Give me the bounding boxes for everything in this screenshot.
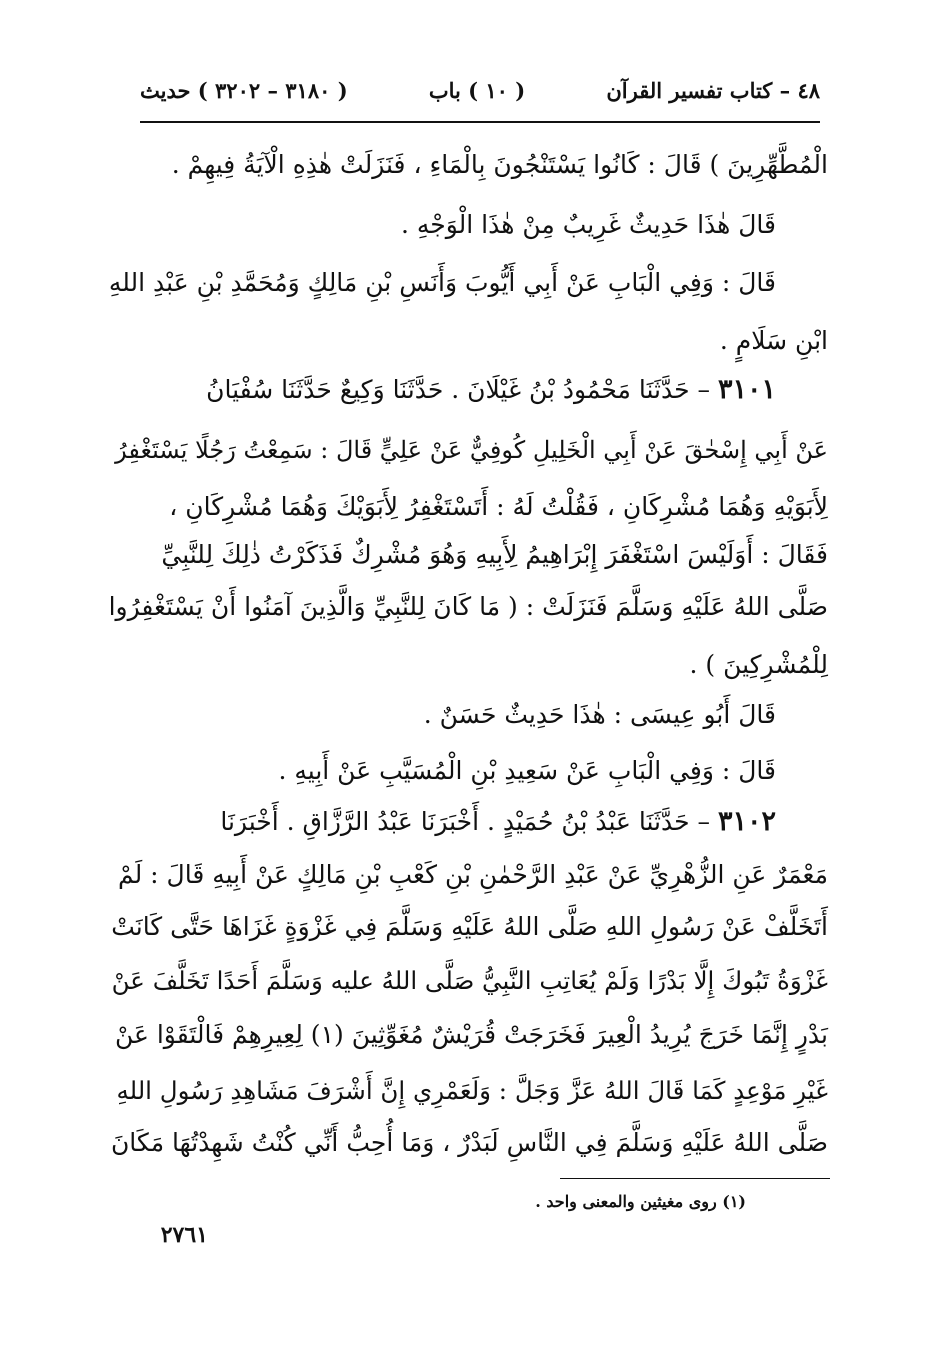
header-divider: [140, 121, 820, 123]
text-line: أَتَخَلَّفْ عَنْ رَسُولِ اللهِ صَلَّى اللهُ عَلَيْهِ وَسَلَّمَ فِي غَزْوَةٍ غَزَاهَا حَتَّى كَانَتْ: [111, 912, 828, 941]
text-line: مَعْمَرٌ عَنِ الزُّهْرِيِّ عَنْ عَبْدِ الرَّحْمٰنِ بْنِ كَعْبِ بْنِ مَالِكٍ عَنْ أَبِيهِ قَالَ : لَمْ: [117, 860, 828, 889]
text-line: قَالَ : وَفِي الْبَابِ عَنْ أَبِي أَيُّوبَ وَأَنَسِ بْنِ مَالِكٍ وَمُحَمَّدِ بْنِ عَبْدِ اللهِ: [108, 268, 776, 297]
hadith-chain: – حَدَّثَنَا عَبْدُ بْنُ حُمَيْدٍ . أَخْبَرَنَا عَبْدُ الرَّزَّاقِ . أَخْبَرَنَا: [220, 807, 711, 836]
text-line: الْمُطَّهِّرِينَ ) قَالَ : كَانُوا يَسْتَنْجُونَ بِالْمَاءِ ، فَنَزَلَتْ هٰذِهِ الْآيَةُ فِيهِمْ .: [171, 150, 828, 179]
footnote: (١) روى مغيثين والمعنى واحد .: [535, 1192, 746, 1211]
text-line: صَلَّى اللهُ عَلَيْهِ وَسَلَّمَ فِي النَّاسِ لَبَدْرٌ ، وَمَا أُحِبُّ أَنِّي كُنْتُ شَهِدْتُهَا مَكَانَ: [110, 1128, 828, 1157]
header-page-info: ٤٨ – كتاب تفسير القرآن: [606, 77, 820, 103]
running-header: [140, 72, 820, 108]
text-line: غَزْوَةُ تَبُوكَ إِلَّا بَدْرًا وَلَمْ يُعَاتِبِ النَّبِيُّ صَلَّى اللهُ عليه وَسَلَّمَ أَحَدًا تَخَلَّفَ عَنْ: [111, 966, 828, 995]
text-line: بَدْرٍ إِنَّمَا خَرَجَ يُرِيدُ الْعِيرَ فَخَرَجَتْ قُرَيْشٌ مُغَوِّثِينَ (١) لِعِيرِهِمْ فَالْتَقَوْا عَنْ: [114, 1020, 828, 1049]
header-hadith-range: ( ٣١٨٠ – ٣٢٠٢ ) حديث: [140, 77, 348, 103]
hadith-heading-3102: [108, 806, 776, 850]
text-line: صَلَّى اللهُ عَلَيْهِ وَسَلَّمَ فَنَزَلَتْ : ( مَا كَانَ لِلنَّبِيِّ وَالَّذِينَ آمَنُوا أَنْ يَسْتَغْفِرُوا: [108, 592, 828, 621]
text-line: غَيْرِ مَوْعِدٍ كَمَا قَالَ اللهُ عَزَّ وَجَلَّ : وَلَعَمْرِي إِنَّ أَشْرَفَ مَشَاهِدِ رَسُولِ اللهِ: [116, 1076, 828, 1105]
text-line: قَالَ هٰذَا حَدِيثٌ غَرِيبٌ مِنْ هٰذَا الْوَجْهِ .: [400, 210, 776, 239]
text-line: قَالَ : وَفِي الْبَابِ عَنْ سَعِيدِ بْنِ الْمُسَيَّبِ عَنْ أَبِيهِ .: [278, 756, 776, 785]
footnote-divider: [560, 1178, 830, 1179]
hadith-heading-3101: [108, 374, 776, 418]
text-line: فَقَالَ : أَوَلَيْسَ اسْتَغْفَرَ إِبْرَاهِيمُ لِأَبِيهِ وَهُوَ مُشْرِكٌ فَذَكَرْتُ ذٰلِكَ لِلنَّبِيِّ: [161, 540, 828, 569]
text-line: لِأَبَوَيْهِ وَهُمَا مُشْرِكَانِ ، فَقُلْتُ لَهُ : أَتَسْتَغْفِرُ لِأَبَوَيْكَ وَهُمَا مُشْرِكَانِ ،: [169, 492, 828, 521]
hadith-chain: – حَدَّثَنَا مَحْمُودُ بْنُ غَيْلَانَ . حَدَّثَنَا وَكِيعٌ حَدَّثَنَا سُفْيَانُ: [206, 375, 711, 404]
text-line: لِلْمُشْرِكِينَ ) .: [689, 650, 828, 679]
page-number: ٢٧٦١: [160, 1222, 208, 1248]
hadith-number: ٣١٠٢: [717, 806, 776, 837]
text-line: ابْنِ سَلَامٍ .: [719, 326, 828, 355]
header-chapter: ( ١٠ ) باب: [428, 77, 526, 103]
text-line: قَالَ أَبُو عِيسَى : هٰذَا حَدِيثٌ حَسَنٌ .: [423, 700, 776, 729]
text-line: عَنْ أَبِي إِسْحٰقَ عَنْ أَبِي الْخَلِيلِ كُوفِيٌّ عَنْ عَلِيٍّ قَالَ : سَمِعْتُ رَجُلًا يَسْتَغْفِرُ: [115, 436, 828, 464]
hadith-number: ٣١٠١: [717, 374, 776, 405]
